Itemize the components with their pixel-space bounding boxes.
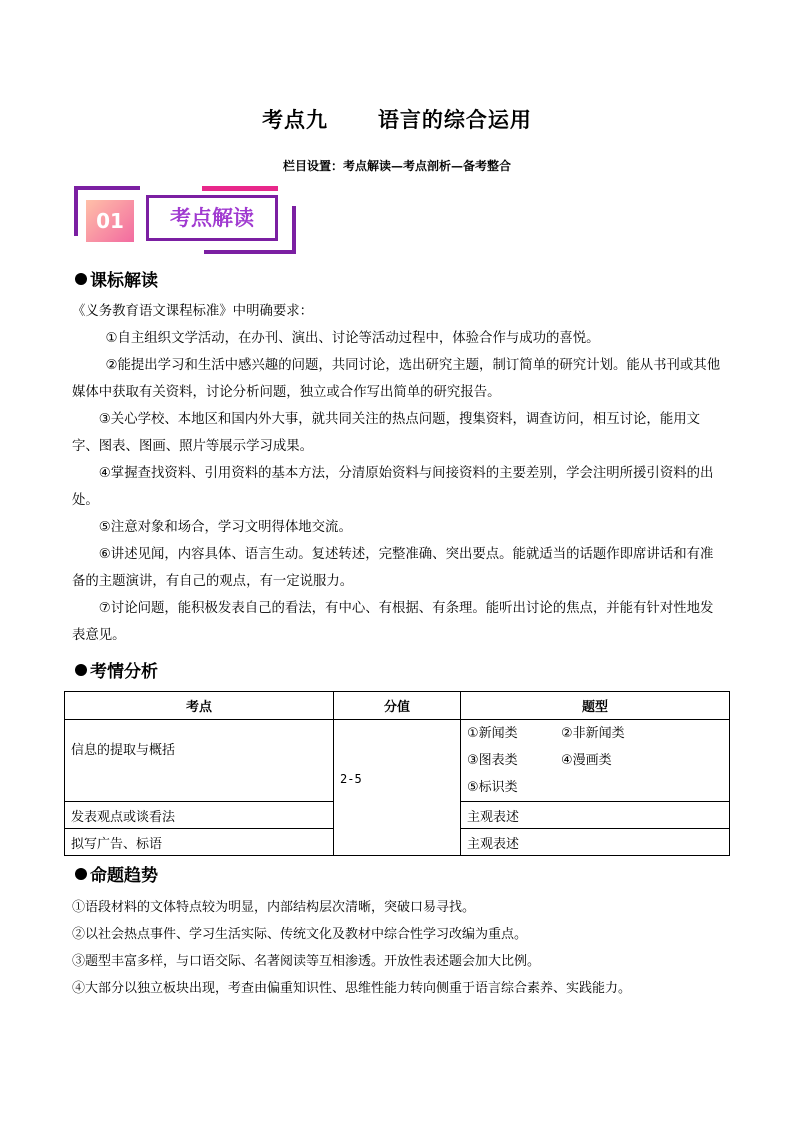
curriculum-item: ①自主组织文学活动，在办刊、演出、讨论等活动过程中，体验合作与成功的喜悦。	[105, 331, 600, 346]
bullet-icon	[75, 664, 87, 676]
banner-number: 01	[86, 200, 134, 242]
section-heading-curriculum: 课标解读	[75, 266, 158, 291]
exam-analysis-table	[64, 691, 730, 856]
table-header: 题型	[461, 692, 730, 720]
table-header: 分值	[334, 692, 461, 720]
banner-decor-line	[292, 206, 296, 254]
table-header-row	[65, 692, 730, 720]
trend-item: ②以社会热点事件、学习生活实际、传统文化及教材中综合性学习改编为重点。	[72, 927, 528, 942]
curriculum-item: ④掌握查找资料、引用资料的基本方法，分清原始资料与间接资料的主要差别，学会注明所援引资料的出处。	[72, 466, 714, 508]
section-heading-trends: 命题趋势	[75, 861, 158, 886]
table-cell-types: ①新闻类 ②非新闻类 ③图表类 ④漫画类 ⑤标识类	[461, 720, 730, 802]
column-setting: 栏目设置：考点解读—考点剖析—备考整合	[282, 159, 511, 173]
trend-item: ①语段材料的文体特点较为明显，内部结构层次清晰，突破口易寻找。	[72, 900, 476, 915]
banner-decor-line	[74, 186, 78, 236]
banner-decor-line	[74, 186, 140, 190]
table-header: 考点	[65, 692, 334, 720]
table-cell-point: 信息的提取与概括	[65, 720, 334, 802]
bullet-icon	[75, 273, 87, 285]
bullet-icon	[75, 868, 87, 880]
section-heading-analysis: 考情分析	[75, 657, 158, 682]
table-cell-types: 主观表述	[461, 802, 730, 829]
curriculum-item: ⑤注意对象和场合，学习文明得体地交流。	[98, 520, 352, 535]
table-cell-types: 主观表述	[461, 829, 730, 856]
curriculum-item: ②能提出学习和生活中感兴趣的问题，共同讨论，选出研究主题，制订简单的研究计划。能从书刊或其他媒体中获取有关资料，讨论分析问题，独立或合作写出简单的研究报告。	[72, 358, 721, 400]
table-cell-point: 发表观点或谈看法	[65, 802, 334, 829]
banner-decor-line	[202, 186, 278, 191]
curriculum-item: ③关心学校、本地区和国内外大事，就共同关注的热点问题，搜集资料，调查访问，相互讨论，能用文字、图表、图画、照片等展示学习成果。	[72, 412, 700, 454]
page-title: 考点九 语言的综合运用	[262, 108, 532, 132]
curriculum-item: ⑦讨论问题，能积极发表自己的看法，有中心、有根据、有条理。能听出讨论的焦点，并能有针对性地发表意见。	[72, 601, 714, 643]
section-banner	[74, 186, 298, 254]
table-row	[65, 720, 730, 802]
table-cell-point: 拟写广告、标语	[65, 829, 334, 856]
banner-label: 考点解读	[146, 195, 278, 241]
trend-item: ④大部分以独立板块出现，考查由偏重知识性、思维性能力转向侧重于语言综合素养、实践能力。	[72, 981, 632, 996]
curriculum-intro: 《义务教育语文课程标准》中明确要求：	[72, 304, 314, 319]
banner-decor-line	[204, 250, 296, 254]
curriculum-item: ⑥讲述见闻，内容具体、语言生动。复述转述，完整准确、突出要点。能就适当的话题作即席讲话和有准备的主题演讲，有自己的观点，有一定说服力。	[72, 547, 714, 589]
table-cell-score: 2-5	[334, 720, 461, 856]
trend-item: ③题型丰富多样，与口语交际、名著阅读等互相渗透。开放性表述题会加大比例。	[72, 954, 541, 969]
